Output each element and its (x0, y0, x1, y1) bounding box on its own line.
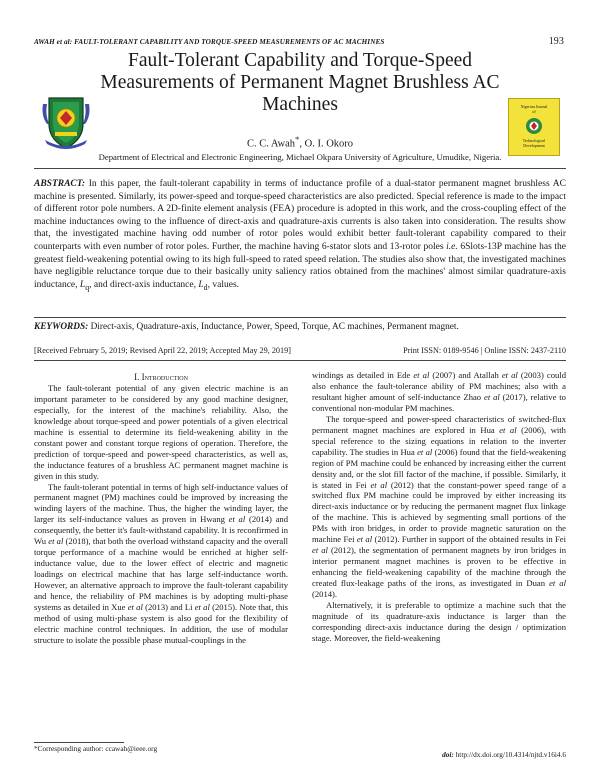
keywords (34, 322, 566, 332)
abstract-text-2: 6Slots-13P machine has the greatest field-weakening potential owing to its high full-speed to rated speed relation. The studies also show that, the investigated machines have negligible reluctance torque due to their basically unity saliency ratios obtained from the machines' almost similar quadrature-axis inductance, (34, 241, 566, 290)
text-run: (2007) and Atallah (429, 370, 502, 380)
text-run: The fault-tolerant potential in terms of high self-inductance values of permanent magnet (PM) machines could be improved by increasing the winding layers of the machine. Thus, the higher the winding layer, the larger its self-inductance values as proven in Hwang (34, 481, 288, 525)
section-title: Introduction (141, 372, 188, 382)
et-al: et al (484, 391, 500, 402)
text-run: The torque-speed and power-speed characteristics of switched-flux permanent magnet machines are explored in Hua (312, 413, 566, 435)
doi-value: http://dx.doi.org/10.4314/njtd.v16i4.6 (453, 750, 566, 759)
footnote-divider (34, 742, 124, 743)
text-run: (2003) could also enhance the fault-tolerance ability of PM machines; also with a resultant higher amount of self-inductance Zhao (312, 370, 566, 402)
text-run: (2012). Further in support of the obtained results in Fei (372, 534, 566, 545)
et-al: et al (549, 578, 566, 589)
text-run: (2012), the segmentation of permanent magnets by iron bridges in interior permanent magnet machines is proven to be effective in enhancing the field-weakening capability of the machine through the created flux-leakage paths of the irons, as investigated in Duan (312, 545, 566, 589)
journal-logo-line-4: Development (523, 143, 545, 148)
text-run: (2014). (312, 589, 338, 600)
section-numeral: I. (134, 372, 142, 382)
text-run: (2017), relative to conventional non-modular PM machines. (312, 391, 566, 413)
et-al: et al (356, 534, 373, 545)
title-line-2: Measurements of Permanent Magnet Brushless AC (100, 72, 500, 93)
et-al: et al (413, 370, 430, 380)
keywords-text: Direct-axis, Quadrature-axis, Inductance, Power, Speed, Torque, AC machines, Permanent magnet. (88, 322, 459, 332)
authors (100, 134, 500, 150)
et-al: et al (499, 424, 517, 435)
et-al: et al (501, 370, 518, 380)
running-head-text: AWAH et al: FAULT-TOLERANT CAPABILITY AND TORQUE-SPEED MEASUREMENTS OF AC MACHINES (34, 38, 385, 46)
journal-logo-line-2: of (532, 109, 536, 114)
right-column (312, 370, 566, 644)
text-run: (2015). Note that, this method of using multi-phase system is also good for the flexibility of electric machine control techniques. In addition, the use of modular structure to isolate the possible phase mutual-couplings in the (34, 602, 288, 645)
corresponding-author-footnote: *Corresponding author: ccawah@ieee.org (34, 744, 158, 753)
abstract-text-4: , values. (207, 279, 240, 290)
university-crest-logo (41, 94, 91, 150)
et-al: et al (370, 479, 388, 490)
et-al: et al (127, 602, 143, 613)
author-1: C. C. Awah (246, 138, 295, 150)
abstract-text-1: In this paper, the fault-tolerant capability in terms of inductance profile of a dual-stator permanent magnet brushless AC machine is presented. Similarly, its power-speed and torque-speed characteristics are also predicted. Special reference is made to the impact of different rotor pole numbers. A 2D-finite element analysis (FEA) procedure is adopted in this work, and the cross-coupling effect of the machine inductances owing to the influence of direct-axis and quadrature-axis currents is also taken into consideration. The results show that, the investigated machine having odd number of rotor poles would exhibit better fault-tolerant capability compared to their counterparts with even number of rotor poles. Further, the machine having 6-stator slots and 13-rotor poles (34, 179, 566, 252)
abstract-lq-symbol: L (79, 279, 86, 290)
et-al: et al (228, 514, 246, 525)
running-head (34, 38, 564, 50)
affiliation: Department of Electrical and Electronic Engineering, Michael Okpara University of Agriculture, Umudike, Nigeria. (98, 152, 502, 162)
abstract-ld-symbol: L (198, 279, 204, 290)
right-paragraph-1 (312, 370, 566, 414)
abstract-ld-subscript: d (203, 282, 208, 292)
et-al: et al (194, 602, 210, 613)
abstract-text-3: , and direct-axis inductance, (89, 279, 199, 290)
et-al: et al (417, 446, 433, 457)
abstract-label: ABSTRACT: (34, 179, 86, 189)
text-run: (2006) found that the field-weakening region of PM machine could be enhanced by increasing either the current density and, or the slot fill factor of the machine, if possible. Similarly, it is stated in Fei (312, 446, 566, 490)
top-divider (34, 168, 566, 169)
text-run: (2012) that the constant-power speed range of a switched flux PM machine could be improved by either increasing its direct-axis inductance or by reducing the permanent magnet flux linkage of the machine. This is achieved by segmenting small portions of the PMs with iron bridges, in order to provide magnetic saturation on the machine Fei (312, 479, 566, 545)
left-column (34, 372, 288, 646)
et-al: et al (48, 536, 64, 547)
text-run: windings as detailed in Ede (312, 370, 414, 380)
header-bottom-divider (34, 360, 566, 361)
journal-crest-icon (524, 117, 544, 135)
paper-title (72, 50, 528, 116)
text-run: (2018), that both the overload withstand capacity and the overall torque performance of a machine would be enriched at higher self-inductance value, due to the lower effect of electric and magnetic loadings on electrical machine that has large self-inductance worth. However, an alternative approach to improve the fault-tolerant capability and hence, the reliability of PM machines is by adopting multi-phase systems as detailed in Xue (34, 536, 288, 613)
author-2: O. I. Okoro (304, 138, 354, 150)
abstract-ie: i.e. (446, 241, 458, 252)
et-al: et al (312, 545, 328, 556)
issn-info: Print ISSN: 0189-9546 | Online ISSN: 2437-2110 (403, 346, 566, 355)
received-dates: [Received February 5, 2019; Revised April 22, 2019; Accepted May 29, 2019] (34, 346, 291, 355)
title-line-3: Machines (262, 94, 338, 115)
author-separator: , (299, 138, 305, 150)
intro-paragraph-2 (34, 482, 288, 646)
journal-logo-line-3: Technological (522, 138, 546, 143)
doi-label: doi: (442, 750, 454, 759)
keywords-label: KEYWORDS: (34, 322, 89, 332)
page-number: 193 (548, 36, 564, 47)
journal-logo-line-1: Nigerian Journal (520, 104, 548, 109)
abstract (34, 178, 566, 294)
journal-cover-logo (508, 98, 560, 156)
text-run: (2006), with special reference to the sizing equations in relation to the inverter capability. The studies in Hua (312, 424, 566, 457)
abstract-divider (34, 317, 566, 318)
title-line-1: Fault-Tolerant Capability and Torque-Speed (127, 50, 473, 71)
text-run: (2014) and consequently, the better it's fault-withstand capability. It is reconfirmed in Wu (34, 514, 288, 547)
abstract-lq-subscript: q (85, 282, 90, 292)
intro-paragraph-1: The fault-tolerant potential of any given electric machine is an important parameter to be considered by any good machine designer, especially, for the interest of the machine's reliability. Also, the knowledge about torque-speed and power potentials of a given electrical machine is essential to determine its field-weakening ability in the constant power and constant torque regions of operation. Therefore, the prediction of torque-speed and power-speed characteristics, as well as, the inductance features of a brushless AC permanent magnet machine is given in this study. (34, 382, 288, 481)
doi-link[interactable] (442, 750, 566, 759)
text-run: (2013) and Li (142, 602, 195, 613)
corresponding-mark: * (295, 134, 300, 144)
section-heading-introduction (34, 372, 288, 383)
right-paragraph-2 (312, 414, 566, 600)
right-paragraph-3: Alternatively, it is preferable to optimize a machine such that the magnitude of its quadrature-axis inductance is larger than the corresponding direct-axis inductance during the design / optimization stage. Moreover, the field-weakening (312, 600, 566, 643)
